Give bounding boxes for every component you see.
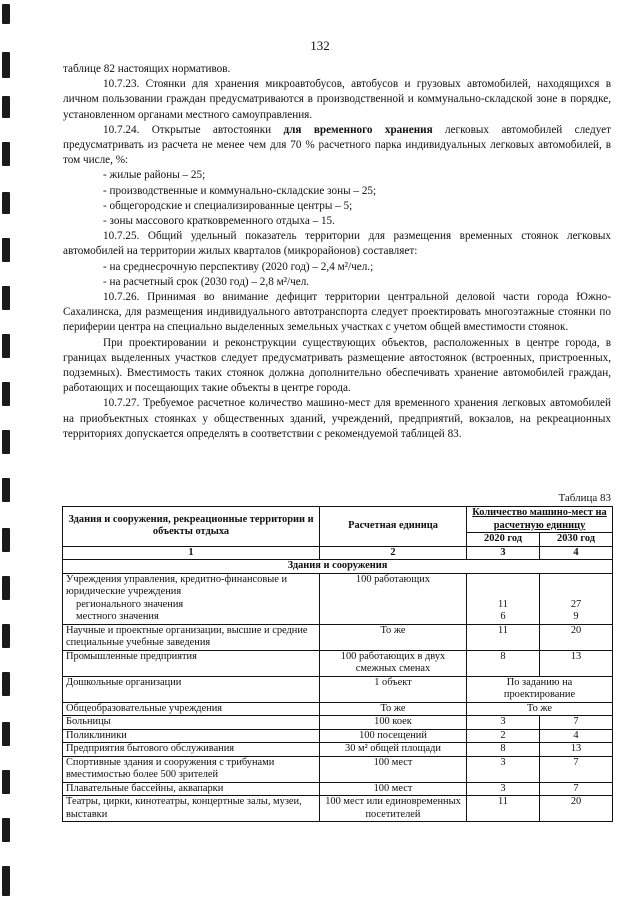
value-2020: 8 (467, 650, 540, 676)
paragraph: При проектировании и реконструкции существующих объектов, расположенных в центре города, в границах выделенных участков следует предусматривать размещение автостоянок (встроенных, пристроенных, подземных). Вместимость таких стоянок должна дополнительно обеспечивать хранение автомобилей граждан, работающих и посещающих такие объекты в центре города. (63, 336, 611, 395)
paragraph-10-7-26: 10.7.26. Принимая во внимание дефицит территории центральной деловой части города Южно-Сахалинска, для размещения индивидуального автотранспорта следует проектировать многоэтажные стоянки по периферии центра на специально выделенных земельных участках с учетом общей вместимости стоянок. (63, 291, 611, 334)
paragraph-10-7-24 (63, 123, 611, 169)
value-2020: 2 (467, 729, 540, 743)
table-row (63, 782, 613, 796)
bold-phrase: для временного хранения (283, 123, 433, 136)
value-2030: 27 (570, 598, 582, 610)
header-buildings: Здания и сооружения, рекреационные территории и объекты отдыха (63, 507, 320, 547)
table-row (63, 573, 613, 624)
value-2030: 7 (540, 782, 613, 796)
value-2020: 8 (467, 743, 540, 757)
table-row (63, 729, 613, 743)
body-text (63, 62, 611, 442)
list-item: - зоны массового кратковременного отдыха – 15. (103, 215, 335, 228)
header-2020: 2020 год (467, 533, 540, 547)
list-item: - на расчетный срок (2030 год) – 2,8 м²/чел. (103, 275, 310, 288)
value-2030: 7 (540, 716, 613, 730)
table-row (63, 624, 613, 650)
text-run: легковых автомобилей следует предусматривать из расчета не менее чем для 70 % расчетного парка индивидуальных легковых автомобилей, в том числе, %: (63, 123, 611, 167)
text-run: 10.7.24. Открытые автостоянки (103, 123, 284, 136)
value-2030: 20 (540, 624, 613, 650)
row-unit: 100 коек (320, 716, 467, 730)
table-row (63, 743, 613, 757)
row-subname: местного значения (76, 611, 159, 622)
row-name: Поликлиники (63, 729, 320, 743)
paragraph-10-7-23: 10.7.23. Стоянки для хранения микроавтобусов, автобусов и грузовых автомобилей, находящихся в личном пользовании граждан предусматриваются в производственной и коммунально-складской зоне в порядке, установленном органами местного самоуправления. (63, 78, 611, 121)
section-title: Здания и сооружения (63, 560, 613, 574)
row-unit: 100 мест (320, 782, 467, 796)
row-unit: 100 мест (320, 756, 467, 782)
row-unit: 1 объект (320, 676, 467, 702)
value-2020: 6 (500, 611, 506, 622)
row-name: Больницы (63, 716, 320, 730)
value-2020: 11 (467, 796, 540, 822)
header-2030: 2030 год (540, 533, 613, 547)
list-item: - общегородские и специализированные центры – 5; (103, 199, 353, 212)
table-row (63, 676, 613, 702)
row-unit: 100 мест или единовременных посетителей (320, 796, 467, 822)
value-2030: 13 (540, 743, 613, 757)
parking-norms-table (62, 506, 613, 822)
list-item: - на среднесрочную перспективу (2020 год) – 2,4 м²/чел.; (103, 260, 374, 273)
row-name: Театры, цирки, кинотеатры, концертные залы, музеи, выставки (63, 796, 320, 822)
paragraph: таблице 82 настоящих нормативов. (63, 63, 231, 75)
table-row (63, 796, 613, 822)
value-2030: 20 (540, 796, 613, 822)
row-name: Научные и проектные организации, высшие и средние специальные учебные заведения (63, 624, 320, 650)
paragraph-10-7-27: 10.7.27. Требуемое расчетное количество машино-мест для временного хранения легковых автомобилей на приобъектных стоянках у общественных зданий, учреждений, предприятий, вокзалов, на рекреационных территориях допускается определять в соответствии с рекомендуемой таблицей 83. (63, 397, 611, 440)
value-2030: 9 (573, 611, 579, 622)
row-unit: 100 работающих (320, 573, 467, 624)
value-2020: 11 (497, 598, 508, 610)
row-name: Общеобразовательные учреждения (63, 702, 320, 716)
row-name: Плавательные бассейны, аквапарки (63, 782, 320, 796)
value-2020: 11 (467, 624, 540, 650)
value-2020: 3 (467, 756, 540, 782)
value-2020: 3 (467, 716, 540, 730)
row-name: Предприятия бытового обслуживания (63, 743, 320, 757)
table-row (63, 702, 613, 716)
page-number: 132 (310, 38, 330, 53)
row-unit: То же (320, 702, 467, 716)
row-unit: 100 посещений (320, 729, 467, 743)
value-2020: 3 (467, 782, 540, 796)
list-item: - производственные и коммунально-складские зоны – 25; (103, 184, 377, 197)
value-2030: 4 (540, 729, 613, 743)
table-caption: Таблица 83 (558, 492, 611, 504)
row-unit: То же (320, 624, 467, 650)
column-number: 4 (540, 546, 613, 560)
row-name: Учреждения управления, кредитно-финансовые и юридические учреждения (66, 573, 288, 597)
row-unit: 30 м² общей площади (320, 743, 467, 757)
table-row (63, 756, 613, 782)
value-2030: 13 (540, 650, 613, 676)
value-2030: 7 (540, 756, 613, 782)
row-name: Спортивные здания и сооружения с трибунами вместимостью более 500 зрителей (63, 756, 320, 782)
row-name: Промышленные предприятия (63, 650, 320, 676)
row-unit: 100 работающих в двух смежных сменах (320, 650, 467, 676)
row-subname: регионального значения (76, 598, 184, 610)
row-name: Дошкольные организации (63, 676, 320, 702)
table-row (63, 716, 613, 730)
merged-value: По заданию на проектирование (467, 676, 613, 702)
column-number: 2 (320, 546, 467, 560)
list-item: - жилые районы – 25; (103, 169, 206, 182)
header-spaces: Количество машино-мест на расчетную единицу (467, 507, 613, 533)
merged-value: То же (467, 702, 613, 716)
paragraph-10-7-25: 10.7.25. Общий удельный показатель территории для размещения временных стоянок легковых автомобилей на территории жилых кварталов (микрорайонов) составляет: (63, 230, 611, 258)
table-row (63, 650, 613, 676)
binder-holes (0, 0, 12, 905)
column-number: 3 (467, 546, 540, 560)
column-number: 1 (63, 546, 320, 560)
header-unit: Расчетная единица (320, 507, 467, 547)
